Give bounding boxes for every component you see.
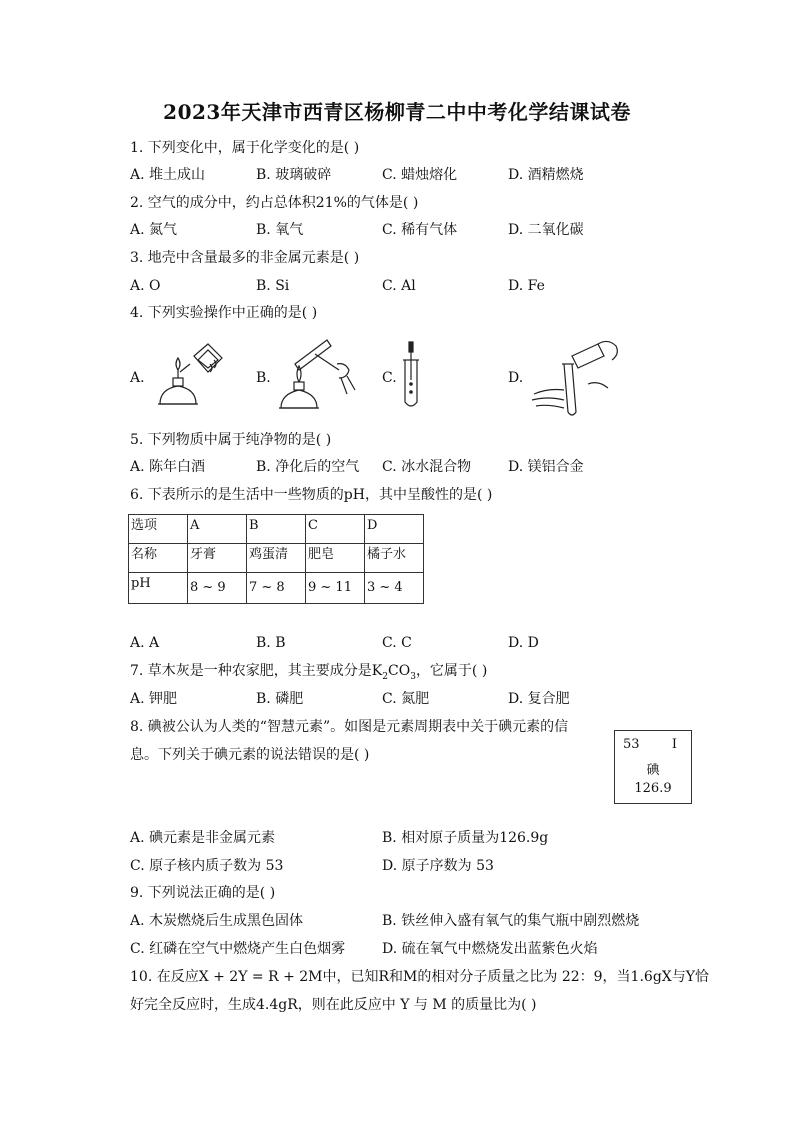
option-c[interactable]: C. Al: [382, 278, 416, 294]
test-tube-dropper-icon[interactable]: [398, 340, 424, 410]
option-c[interactable]: C. 氮肥: [382, 691, 430, 707]
option-a[interactable]: A. O: [130, 278, 161, 294]
ph-table: [128, 514, 424, 604]
option-b[interactable]: B. 磷肥: [256, 691, 304, 707]
table-cell: A: [188, 515, 247, 544]
question-7-text: ，它属于( ): [415, 663, 488, 679]
question-2-stem: 2. 空气的成分中，约占总体积21%的气体是( ): [130, 195, 419, 211]
page-title: 2023年天津市西青区杨柳青二中中考化学结课试卷: [163, 100, 631, 124]
option-a[interactable]: A. 木炭燃烧后生成黑色固体: [130, 913, 304, 929]
option-d[interactable]: D. 硫在氧气中燃烧发出蓝紫色火焰: [382, 941, 598, 957]
question-7-options: [130, 689, 650, 709]
alcohol-lamp-lighting-icon[interactable]: [150, 334, 230, 418]
table-cell: 肥皂: [306, 544, 365, 573]
option-d[interactable]: D. 酒精燃烧: [508, 167, 584, 183]
option-a[interactable]: A. 氮气: [130, 222, 178, 238]
question-10-line-1: 10. 在反应X + 2Y = R + 2M中，已知R和M的相对分子质量之比为 22：9，当1.6gX与Y恰: [130, 969, 709, 985]
question-6-options: [130, 633, 650, 653]
option-b[interactable]: B. 铁丝伸入盛有氧气的集气瓶中剧烈燃烧: [382, 913, 640, 929]
option-a[interactable]: A. 碘元素是非金属元素: [130, 830, 276, 846]
question-7-text: 7. 草木灰是一种农家肥，其主要成分是K: [130, 663, 383, 679]
option-c[interactable]: C. 红磷在空气中燃烧产生白色烟雾: [130, 941, 346, 957]
option-a[interactable]: A. 堆土成山: [130, 167, 206, 183]
table-cell: D: [365, 515, 424, 544]
question-8-options-row-1: [130, 828, 650, 848]
option-d[interactable]: D. 原子序数为 53: [382, 858, 494, 874]
table-cell: B: [247, 515, 306, 544]
option-b[interactable]: B. Si: [256, 278, 290, 294]
test-tube-heating-icon[interactable]: [275, 334, 365, 418]
question-1-options: [130, 165, 650, 185]
question-8-options-row-2: [130, 856, 650, 876]
question-3-options: [130, 276, 650, 296]
table-cell: pH: [129, 573, 188, 604]
question-4-stem: 4. 下列实验操作中正确的是( ): [130, 305, 318, 321]
option-c[interactable]: C. 蜡烛熔化: [382, 167, 458, 183]
option-a[interactable]: A. 钾肥: [130, 691, 178, 707]
subscript: 3: [410, 671, 416, 682]
option-d[interactable]: D. 二氧化碳: [508, 222, 584, 238]
option-b[interactable]: B. B: [256, 635, 286, 651]
option-a[interactable]: A.: [130, 370, 145, 386]
question-8-line-1: 8. 碘被公认为人类的“智慧元素”。如图是元素周期表中关于碘元素的信: [130, 719, 569, 735]
iodine-element-card: [614, 730, 692, 804]
question-10-line-2: 好完全反应时，生成4.4gR，则在此反应中 Y 与 M 的质量比为( ): [130, 997, 537, 1013]
element-symbol: I: [671, 737, 677, 752]
question-9-stem: 9. 下列说法正确的是( ): [130, 885, 276, 901]
question-5-options: [130, 457, 650, 477]
option-b[interactable]: B. 玻璃破碎: [256, 167, 332, 183]
option-c[interactable]: C. 稀有气体: [382, 222, 458, 238]
option-c[interactable]: C. C: [382, 635, 412, 651]
table-cell: C: [306, 515, 365, 544]
question-3-stem: 3. 地壳中含量最多的非金属元素是( ): [130, 250, 360, 266]
table-cell: 选项: [129, 515, 188, 544]
table-cell: 牙膏: [188, 544, 247, 573]
option-c[interactable]: C. 冰水混合物: [382, 459, 472, 475]
question-2-options: [130, 220, 650, 240]
question-6-stem: 6. 下表所示的是生活中一些物质的pH，其中呈酸性的是( ): [130, 487, 493, 503]
question-9-options-row-1: [130, 911, 650, 931]
table-row: [129, 573, 424, 604]
option-d[interactable]: D. Fe: [508, 278, 545, 294]
subscript: 2: [382, 671, 388, 682]
question-5-stem: 5. 下列物质中属于纯净物的是( ): [130, 432, 332, 448]
table-cell: 8 ~ 9: [188, 573, 247, 604]
atomic-number: 53: [623, 737, 640, 752]
liquid-pouring-icon[interactable]: [528, 334, 624, 418]
atomic-mass: 126.9: [634, 781, 672, 796]
option-b[interactable]: B.: [256, 370, 271, 386]
option-a[interactable]: A. 陈年白酒: [130, 459, 206, 475]
option-b[interactable]: B. 相对原子质量为126.9g: [382, 830, 549, 846]
option-b[interactable]: B. 净化后的空气: [256, 459, 360, 475]
option-d[interactable]: D.: [508, 370, 524, 386]
question-7-stem: [130, 661, 487, 687]
table-row: [129, 515, 424, 544]
option-d[interactable]: D. 镁铝合金: [508, 459, 584, 475]
table-cell: 橘子水: [365, 544, 424, 573]
table-cell: 7 ~ 8: [247, 573, 306, 604]
question-1-stem: 1. 下列变化中，属于化学变化的是( ): [130, 140, 360, 156]
option-b[interactable]: B. 氧气: [256, 222, 304, 238]
table-cell: 3 ~ 4: [365, 573, 424, 604]
question-9-options-row-2: [130, 939, 650, 959]
option-c[interactable]: C.: [382, 370, 397, 386]
element-name: 碘: [646, 763, 660, 778]
option-d[interactable]: D. D: [508, 635, 539, 651]
table-cell: 名称: [129, 544, 188, 573]
table-cell: 9 ~ 11: [306, 573, 365, 604]
option-d[interactable]: D. 复合肥: [508, 691, 570, 707]
table-row: [129, 544, 424, 573]
table-cell: 鸡蛋清: [247, 544, 306, 573]
option-c[interactable]: C. 原子核内质子数为 53: [130, 858, 284, 874]
option-a[interactable]: A. A: [130, 635, 160, 651]
question-8-line-2: 息。下列关于碘元素的说法错误的是( ): [130, 747, 370, 763]
question-7-text: CO: [388, 663, 411, 679]
